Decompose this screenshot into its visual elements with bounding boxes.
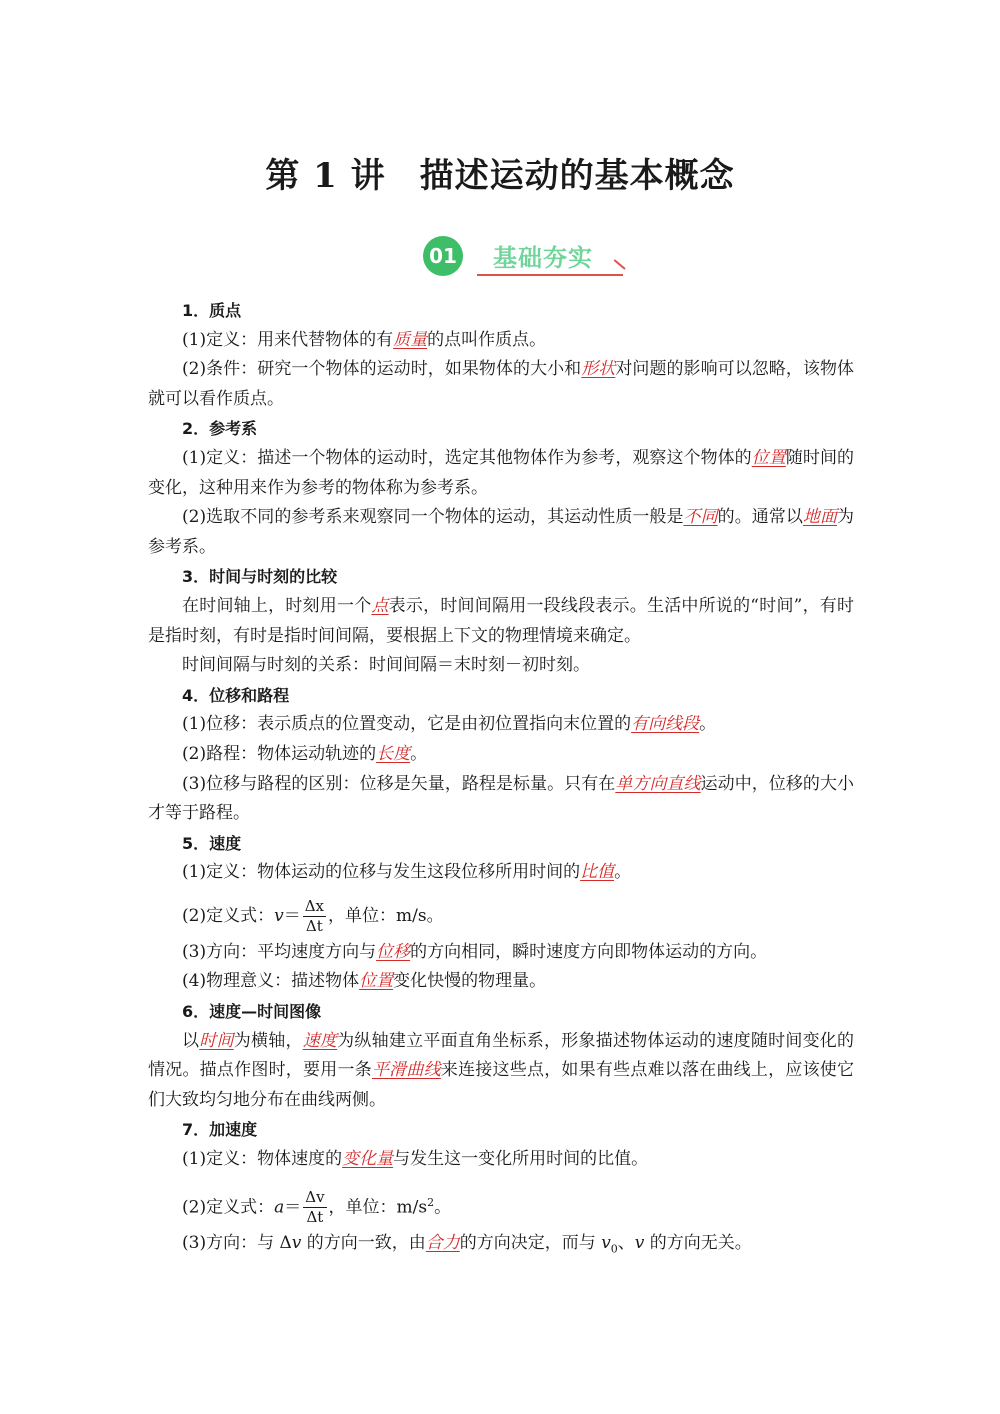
formula-paragraph xyxy=(148,1175,854,1230)
text: 表示，时间间隔用一段线段表示。生活中所说的“时间”，有时是指时刻，有时是指时间间隔，要根据上下文的物理情境来确定。 xyxy=(148,595,855,646)
paragraph xyxy=(148,355,854,414)
heading-particle: 1．质点 xyxy=(182,301,242,320)
text: 运动中，位移的大小才等于路程。 xyxy=(148,773,855,824)
text: (1)定义：物体运动的位移与发生这段位移所用时间的 xyxy=(182,862,581,883)
heading-acceleration: 7．加速度 xyxy=(182,1120,258,1140)
text: (3)位移与路程的区别：位移是矢量，路程是标量。只有在 xyxy=(182,773,616,794)
answer-blank: 平滑曲线 xyxy=(371,1060,441,1081)
text: 。 xyxy=(434,1197,452,1218)
paragraph xyxy=(148,1027,854,1116)
answer-blank: 位置 xyxy=(359,971,394,992)
variable: v xyxy=(291,1233,302,1254)
variable: v xyxy=(601,1233,611,1254)
answer-blank: 变化量 xyxy=(342,1149,394,1170)
answer-blank: 合力 xyxy=(425,1233,460,1254)
denominator: Δt xyxy=(306,1208,324,1227)
subscript: 0 xyxy=(610,1242,618,1256)
paragraph xyxy=(148,967,854,997)
heading-velocity: 5．速度 xyxy=(182,833,242,853)
fraction xyxy=(303,897,326,936)
paragraph xyxy=(148,710,854,740)
answer-blank: 时间 xyxy=(199,1030,234,1051)
answer-blank: 有向线段 xyxy=(631,714,700,735)
text: (3)方向：与 Δ xyxy=(182,1233,292,1254)
fraction xyxy=(303,1188,326,1227)
text: (1)位移：表示质点的位置变动，它是由初位置指向末位置的 xyxy=(182,714,632,735)
formula-paragraph xyxy=(148,888,854,938)
text: (2)选取不同的参考系来观察同一个物体的运动，其运动性质一般是 xyxy=(182,507,684,528)
answer-blank: 速度 xyxy=(302,1030,338,1051)
text: 的方向无关。 xyxy=(644,1233,752,1254)
numerator: Δv xyxy=(305,1188,325,1207)
text: 的方向决定，而与 xyxy=(459,1233,602,1254)
text: ，单位：m/s xyxy=(328,1197,428,1218)
section-number: 01 xyxy=(423,236,463,276)
text: 。 xyxy=(614,862,632,883)
answer-blank: 长度 xyxy=(376,743,411,764)
text: (1)定义：用来代替物体的有 xyxy=(182,329,394,350)
paragraph: 时间间隔与时刻的关系：时间间隔＝末时刻－初时刻。 xyxy=(182,655,590,676)
text: (2)定义式： xyxy=(182,905,275,926)
text: (2)定义式： xyxy=(182,1197,275,1218)
section-underline xyxy=(477,274,623,276)
text: (2)条件：研究一个物体的运动时，如果物体的大小和 xyxy=(182,359,582,380)
content-body xyxy=(148,296,854,1264)
text: 的方向一致，由 xyxy=(301,1233,426,1254)
answer-blank: 点 xyxy=(371,595,389,616)
paragraph xyxy=(148,1229,854,1264)
paragraph xyxy=(148,592,854,651)
paragraph xyxy=(148,444,854,503)
page-title xyxy=(0,148,1000,197)
section-underline-tick xyxy=(614,259,626,270)
answer-blank: 比值 xyxy=(580,862,615,883)
text: 对问题的影响可以忽略，该物体就可以看作质点。 xyxy=(148,359,854,409)
text: (1)定义：描述一个物体的运动时，选定其他物体作为参考，观察这个物体的 xyxy=(182,447,752,468)
text: (1)定义：物体速度的 xyxy=(182,1149,343,1170)
paragraph xyxy=(148,503,854,562)
text: 为横轴， xyxy=(233,1030,303,1051)
paragraph xyxy=(148,938,854,968)
variable: v xyxy=(634,1233,645,1254)
section-label: 基础夯实 xyxy=(493,244,593,272)
text: 来连接这些点，如果有些点难以落在曲线上，应该使它们大致均匀地分布在曲线两侧。 xyxy=(148,1060,855,1110)
text: 在时间轴上，时刻用一个 xyxy=(182,595,372,616)
heading-time: 3．时间与时刻的比较 xyxy=(182,567,338,587)
answer-blank: 位置 xyxy=(751,447,786,468)
section-badge xyxy=(423,234,633,294)
text: 的点叫作质点。 xyxy=(427,329,547,350)
paragraph xyxy=(148,770,854,829)
superscript: 2 xyxy=(427,1195,435,1209)
text: 的方向相同，瞬时速度方向即物体运动的方向。 xyxy=(410,941,768,962)
text: 变化快慢的物理量。 xyxy=(393,971,547,992)
heading-reference-frame: 2．参考系 xyxy=(182,419,258,439)
text: 。 xyxy=(410,743,428,764)
answer-blank: 位移 xyxy=(376,941,411,962)
equals-sign: ＝ xyxy=(284,1197,302,1218)
text: 的。通常以 xyxy=(717,507,803,528)
text: 为参考系。 xyxy=(148,507,855,557)
text: 随时间的变化，这种用来作为参考的物体称为参考系。 xyxy=(148,447,854,498)
lecture-number: 第 1 讲 xyxy=(265,156,386,196)
paragraph xyxy=(148,858,854,888)
text: 为纵轴建立平面直角坐标系，形象描述物体运动的速度随时间变化的情况。描点作图时，要用一条 xyxy=(148,1030,855,1081)
text: 与发生这一变化所用时间的比值。 xyxy=(393,1149,649,1170)
text: (2)路程：物体运动轨迹的 xyxy=(182,743,377,764)
text: ，单位：m/s。 xyxy=(328,905,444,926)
text: 、 xyxy=(617,1233,635,1254)
lecture-topic: 描述运动的基本概念 xyxy=(419,156,735,196)
text: 。 xyxy=(699,714,717,735)
denominator: Δt xyxy=(305,916,323,935)
variable: a xyxy=(274,1197,285,1218)
heading-displacement: 4．位移和路程 xyxy=(182,685,290,705)
answer-blank: 单方向直线 xyxy=(615,773,701,794)
paragraph xyxy=(148,740,854,770)
paragraph xyxy=(148,326,854,356)
answer-blank: 形状 xyxy=(581,359,616,380)
equals-sign: ＝ xyxy=(283,905,301,926)
paragraph xyxy=(148,1145,854,1175)
variable: v xyxy=(274,905,284,926)
text: (3)方向：平均速度方向与 xyxy=(182,941,377,962)
answer-blank: 地面 xyxy=(802,507,838,528)
answer-blank: 质量 xyxy=(393,329,428,350)
answer-blank: 不同 xyxy=(683,507,718,528)
text: (4)物理意义：描述物体 xyxy=(182,971,360,992)
numerator: Δx xyxy=(304,896,324,915)
text: 以 xyxy=(182,1030,200,1051)
heading-vt-graph: 6．速度—时间图像 xyxy=(182,1002,322,1022)
